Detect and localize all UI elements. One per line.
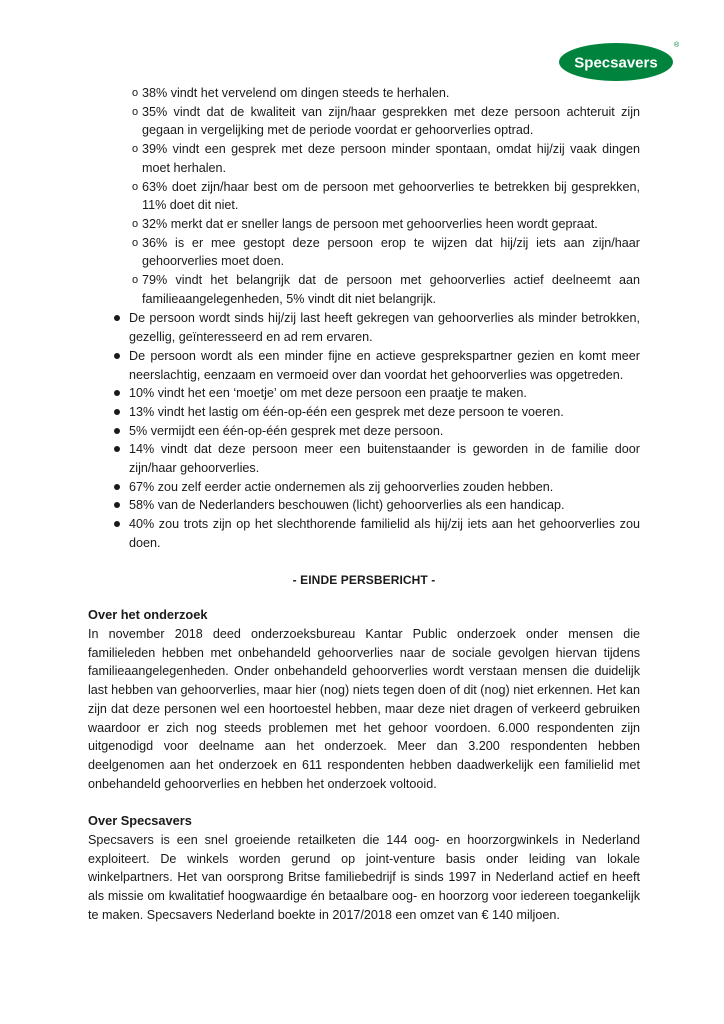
- list-item: o 36% is er mee gestopt deze persoon erop te wijzen dat hij/zij iets aan zijn/haar gehoorverlies moet doen.: [88, 234, 640, 271]
- list-item: o 39% vindt een gesprek met deze persoon minder spontaan, omdat hij/zij vaak dingen moet herhalen.: [88, 140, 640, 177]
- list-item: De persoon wordt sinds hij/zij last heeft gekregen van gehoorverlies als minder betrokken, gezellig, geïnteresseerd en ad rem ervaren.: [88, 309, 640, 346]
- specsavers-logo: [558, 40, 678, 82]
- section-heading: Over Specsavers: [88, 813, 192, 829]
- list-item: 58% van de Nederlanders beschouwen (licht) gehoorverlies als een handicap.: [88, 496, 640, 515]
- logo-registered-mark: ®: [674, 42, 680, 49]
- section-body: Specsavers is een snel groeiende retailketen die 144 oog- en hoorzorgwinkels in Nederland exploiteert. De winkels worden gerund op joint-venture basis onder leiding van lokale winkelpartners. Het van oorsprong Britse familiebedrijf is sinds 1997 in Nederland actief en heeft als missie om kwalitatief hoogwaardige én betaalbare oog- en hoorzorg voor iedereen toegankelijk te maken. Specsavers Nederland boekte in 2017/2018 een omzet van € 140 miljoen.: [88, 833, 640, 922]
- list-item: 13% vindt het lastig om één-op-één een gesprek met deze persoon te voeren.: [88, 403, 640, 422]
- end-of-press-release: - EINDE PERSBERICHT -: [292, 572, 436, 587]
- sub-bullet-list: [88, 84, 640, 308]
- logo-text: Specsavers: [574, 54, 658, 72]
- about-research-section: [88, 606, 640, 793]
- section-body: In november 2018 deed onderzoeksbureau Kantar Public onderzoek onder mensen die familieleden hebben met onbehandeld gehoorverlies naar de sociale gevolgen hiervan tijdens familieaangelegenheden. Onder onbehandeld gehoorverlies wordt verstaan mensen die duidelijk last hebben van gehoorverlies, maar hier (nog) niets tegen doen of dit (nog) niet erkennen. Het kan zijn dat deze personen wel een hoortoestel hebben, maar deze niet dragen of verkeerd gebruiken waardoor er zich nog steeds problemen met het gehoor voordoen. 6.000 respondenten zijn uitgenodigd voor deelname aan het onderzoek. Meer dan 3.200 respondenten hebben deelgenomen aan het onderzoek en 611 respondenten hebben daadwerkelijk een familielid met onbehandeld gehoorverlies en hebben het onderzoek voltooid.: [88, 626, 640, 791]
- list-item: o 35% vindt dat de kwaliteit van zijn/haar gesprekken met deze persoon achteruit zijn gegaan in vergelijking met de periode voordat er gehoorverlies optrad.: [88, 103, 640, 140]
- list-item: De persoon wordt als een minder fijne en actieve gesprekspartner gezien en komt meer neerslachtig, eenzaam en vermoeid over dan voordat het gehoorverlies was opgetreden.: [88, 347, 640, 384]
- press-release-page: [88, 84, 640, 925]
- list-item: o 32% merkt dat er sneller langs de persoon met gehoorverlies heen wordt gepraat.: [88, 215, 640, 234]
- list-item: o 63% doet zijn/haar best om de persoon met gehoorverlies te betrekken bij gesprekken, 11% doet dit niet.: [88, 178, 640, 215]
- list-item: 14% vindt dat deze persoon meer een buitenstaander is geworden in de familie door zijn/haar gehoorverlies.: [88, 440, 640, 477]
- list-item: 5% vermijdt een één-op-één gesprek met deze persoon.: [88, 422, 640, 441]
- bullet-list: [88, 309, 640, 552]
- list-item: o 38% vindt het vervelend om dingen steeds te herhalen.: [88, 84, 640, 103]
- about-specsavers-section: [88, 812, 640, 924]
- list-item: o 79% vindt het belangrijk dat de persoon met gehoorverlies actief deelneemt aan familieaangelegenheden, 5% vindt dit niet belangrijk.: [88, 271, 640, 308]
- list-item: 40% zou trots zijn op het slechthorende familielid als hij/zij iets aan het gehoorverlies zou doen.: [88, 515, 640, 552]
- section-heading: Over het onderzoek: [88, 607, 208, 623]
- list-item: 10% vindt het een ‘moetje’ om met deze persoon een praatje te maken.: [88, 384, 640, 403]
- list-item: 67% zou zelf eerder actie ondernemen als zij gehoorverlies zouden hebben.: [88, 478, 640, 497]
